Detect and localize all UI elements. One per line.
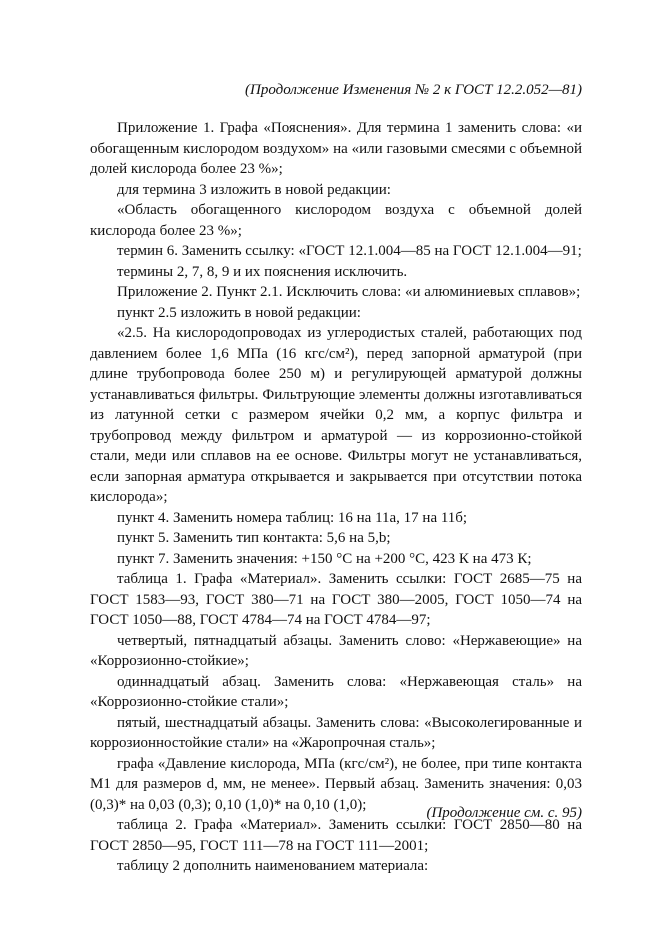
paragraph: термин 6. Заменить ссылку: «ГОСТ 12.1.004—85 на ГОСТ 12.1.004—91; — [117, 243, 582, 259]
paragraph: «2.5. На кислородопроводах из углеродистых сталей, работающих под давлением более 1,6 МПа (16 кгс/см²), перед запорной арматурой (при длине трубопровода более 250 м) и регулирующей арматурой должны устанавливаться фильтры. Фильтрующие элементы должны изготавливаться из латунной сетки с размером ячейки 0,2 мм, а корпус фильтра и трубопровод между фильтром и арматурой — из коррозионно-стойкой стали, меди или сплавов на ее основе. Фильтры могут не устанавливаться, если запорная арматура открывается и закрывается при отсутствии потока кислорода»; — [90, 325, 582, 505]
paragraph: пункт 7. Заменить значения: +150 °С на +200 °С, 423 К на 473 К; — [117, 550, 532, 567]
paragraph: пятый, шестнадцатый абзацы. Заменить слова: «Высоколегированные и коррозионностойкие стали» на «Жаропрочная сталь»; — [90, 714, 582, 751]
paragraph: таблицу 2 дополнить наименованием материала: — [117, 858, 429, 874]
paragraph: для термина 3 изложить в новой редакции: — [117, 181, 391, 198]
paragraph: таблица 2. Графа «Материал». Заменить ссылки: ГОСТ 2850—80 на ГОСТ 2850—95, ГОСТ 111—78 на ГОСТ 111—2001; — [90, 817, 582, 854]
paragraph: графа «Давление кислорода, МПа (кгс/см²), не более, при типе контакта М1 для размеров d, мм, не менее». Первый абзац. Заменить значения: 0,03 (0,3)* на 0,03 (0,3); 0,10 (1,0)* на 0,10 (1,0); — [90, 755, 582, 813]
paragraph: «Область обогащенного кислородом воздуха с объемной долей кислорода более 23 %»; — [90, 202, 582, 239]
continuation-footer: (Продолжение см. с. 95) — [426, 805, 582, 821]
continuation-header: (Продолжение Изменения № 2 к ГОСТ 12.2.052—81) — [245, 82, 582, 98]
paragraph: термины 2, 7, 8, 9 и их пояснения исключить. — [117, 263, 408, 280]
paragraph: одиннадцатый абзац. Заменить слова: «Нержавеющая сталь» на «Коррозионно-стойкие стали»; — [90, 673, 582, 710]
paragraph: пункт 4. Заменить номера таблиц: 16 на 11а, 17 на 11б; — [117, 509, 468, 526]
document-body — [90, 118, 582, 877]
paragraph: таблица 1. Графа «Материал». Заменить ссылки: ГОСТ 2685—75 на ГОСТ 1583—93, ГОСТ 380—71 на ГОСТ 380—2005, ГОСТ 1050—74 на ГОСТ 1050—88, ГОСТ 4784—74 на ГОСТ 4784—97; — [90, 571, 582, 628]
paragraph: Приложение 1. Графа «Пояснения». Для термина 1 заменить слова: «и обогащенным кислородом воздухом» на «или газовыми смесями с объемной долей кислорода более 23 %»; — [90, 120, 582, 177]
paragraph: Приложение 2. Пункт 2.1. Исключить слова: «и алюминиевых сплавов»; — [117, 284, 581, 300]
paragraph: пункт 5. Заменить тип контакта: 5,6 на 5,b; — [117, 530, 391, 546]
paragraph: четвертый, пятнадцатый абзацы. Заменить слово: «Нержавеющие» на «Коррозионно-стойкие»; — [90, 632, 582, 669]
paragraph: пункт 2.5 изложить в новой редакции: — [117, 304, 361, 321]
